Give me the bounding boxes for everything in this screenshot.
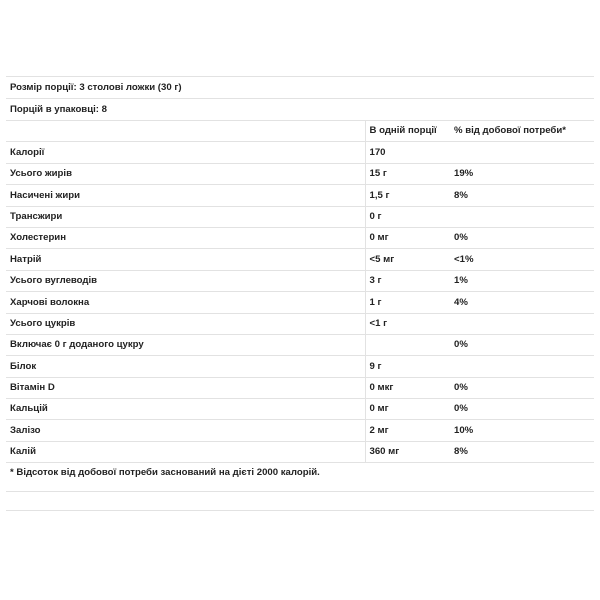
table-row xyxy=(6,163,594,184)
nutrient-daily-value: 8% xyxy=(450,185,594,206)
nutrient-daily-value: 0% xyxy=(450,334,594,355)
nutrient-amount: 0 г xyxy=(365,206,450,227)
table-row xyxy=(6,313,594,334)
table-row xyxy=(6,292,594,313)
nutrient-amount: 2 мг xyxy=(365,420,450,441)
nutrient-name: Усього вуглеводів xyxy=(6,270,365,291)
table-row xyxy=(6,420,594,441)
serving-size: Розмір порції: 3 столові ложки (30 г) xyxy=(6,76,594,98)
nutrient-daily-value: 4% xyxy=(450,292,594,313)
nutrient-name: Холестерин xyxy=(6,227,365,248)
nutrient-name: Натрій xyxy=(6,249,365,270)
table-row xyxy=(6,399,594,420)
footnote: * Відсоток від добової потреби заснований на дієті 2000 калорій. xyxy=(6,462,594,491)
nutrient-amount: 3 г xyxy=(365,270,450,291)
nutrient-name: Білок xyxy=(6,356,365,377)
table-row xyxy=(6,206,594,227)
column-header-per-serving: В одній порції xyxy=(365,121,450,142)
table-header-row xyxy=(6,121,594,142)
nutrient-amount: 0 мг xyxy=(365,399,450,420)
table-row xyxy=(6,377,594,398)
nutrient-daily-value xyxy=(450,142,594,163)
nutrient-name: Усього цукрів xyxy=(6,313,365,334)
nutrient-name: Харчові волокна xyxy=(6,292,365,313)
nutrient-daily-value: 0% xyxy=(450,377,594,398)
table-bottom-divider xyxy=(6,491,594,511)
nutrient-name: Включає 0 г доданого цукру xyxy=(6,334,365,355)
table-row xyxy=(6,249,594,270)
servings-per-container: Порцій в упаковці: 8 xyxy=(6,98,594,120)
nutrient-daily-value: <1% xyxy=(450,249,594,270)
nutrient-daily-value: 10% xyxy=(450,420,594,441)
nutrient-name: Вітамін D xyxy=(6,377,365,398)
nutrient-name: Калій xyxy=(6,441,365,462)
nutrient-name: Калорії xyxy=(6,142,365,163)
nutrient-daily-value xyxy=(450,313,594,334)
table-row xyxy=(6,356,594,377)
nutrient-amount: 170 xyxy=(365,142,450,163)
table-row xyxy=(6,185,594,206)
table-row xyxy=(6,270,594,291)
table-row xyxy=(6,441,594,462)
nutrient-name: Насичені жири xyxy=(6,185,365,206)
nutrient-name: Трансжири xyxy=(6,206,365,227)
nutrient-name: Залізо xyxy=(6,420,365,441)
table-row xyxy=(6,334,594,355)
nutrient-daily-value xyxy=(450,356,594,377)
nutrient-daily-value: 0% xyxy=(450,227,594,248)
nutrient-daily-value xyxy=(450,206,594,227)
nutrient-daily-value: 1% xyxy=(450,270,594,291)
nutrient-amount: 15 г xyxy=(365,163,450,184)
nutrient-amount: 9 г xyxy=(365,356,450,377)
nutrient-amount: <5 мг xyxy=(365,249,450,270)
nutrient-amount: 0 мг xyxy=(365,227,450,248)
nutrient-amount: 0 мкг xyxy=(365,377,450,398)
nutrient-amount xyxy=(365,334,450,355)
nutrient-table xyxy=(6,120,594,462)
nutrition-facts-table xyxy=(6,76,594,511)
table-row xyxy=(6,227,594,248)
nutrient-daily-value: 19% xyxy=(450,163,594,184)
column-header-nutrient xyxy=(6,121,365,142)
table-row xyxy=(6,142,594,163)
nutrient-daily-value: 0% xyxy=(450,399,594,420)
nutrient-amount: 360 мг xyxy=(365,441,450,462)
nutrient-amount: <1 г xyxy=(365,313,450,334)
column-header-daily-value: % від добової потреби* xyxy=(450,121,594,142)
nutrient-name: Кальцій xyxy=(6,399,365,420)
nutrient-name: Усього жирів xyxy=(6,163,365,184)
nutrient-amount: 1 г xyxy=(365,292,450,313)
nutrient-daily-value: 8% xyxy=(450,441,594,462)
nutrient-amount: 1,5 г xyxy=(365,185,450,206)
